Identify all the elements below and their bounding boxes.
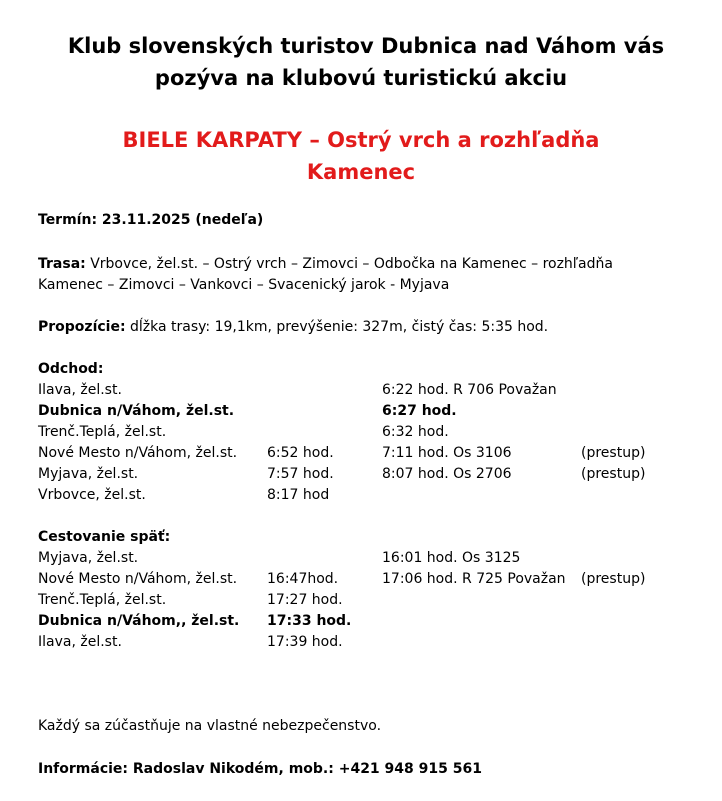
station-name: Ilava, žel.st. bbox=[38, 634, 122, 650]
arrival-time: 7:57 hod. bbox=[267, 466, 334, 482]
schedule-row bbox=[38, 464, 698, 485]
schedule-row bbox=[38, 485, 698, 506]
station-name: Myjava, žel.st. bbox=[38, 550, 139, 566]
station-name: Nové Mesto n/Váhom, žel.st. bbox=[38, 571, 238, 587]
station-name: Ilava, žel.st. bbox=[38, 382, 122, 398]
station-name: Myjava, žel.st. bbox=[38, 466, 139, 482]
return-table bbox=[38, 548, 698, 653]
schedule-row bbox=[38, 443, 698, 464]
connection-info: 6:32 hod. bbox=[382, 424, 449, 440]
connection-info: 8:07 hod. Os 2706 bbox=[382, 466, 512, 482]
station-name: Trenč.Teplá, žel.st. bbox=[38, 592, 167, 608]
schedule-row bbox=[38, 422, 698, 443]
station-name: Trenč.Teplá, žel.st. bbox=[38, 424, 167, 440]
station-name: Nové Mesto n/Váhom, žel.st. bbox=[38, 445, 238, 461]
return-section bbox=[38, 527, 698, 653]
route-line-2: Kamenec – Zimovci – Vankovci – Svacenický jarok - Myjava bbox=[38, 277, 450, 293]
header-line-2: pozýva na klubovú turistickú akciu bbox=[154, 66, 568, 90]
departure-section bbox=[38, 359, 698, 506]
schedule-row bbox=[38, 380, 698, 401]
arrival-time: 8:17 hod bbox=[267, 487, 330, 503]
arrival-time: 17:39 hod. bbox=[267, 634, 343, 650]
contact-info: Informácie: Radoslav Nikodém, mob.: +421 948 915 561 bbox=[38, 761, 482, 777]
schedule-row bbox=[38, 401, 698, 422]
schedule-row bbox=[38, 590, 698, 611]
connection-info: 6:22 hod. R 706 Považan bbox=[382, 382, 557, 398]
transfer-note: (prestup) bbox=[581, 445, 646, 461]
return-heading: Cestovanie späť: bbox=[38, 529, 171, 545]
event-title-line-1: BIELE KARPATY – Ostrý vrch a rozhľadňa bbox=[122, 128, 600, 152]
propositions bbox=[38, 317, 698, 338]
station-name: Dubnica n/Váhom,, žel.st. bbox=[38, 613, 240, 629]
route-line-1: Vrbovce, žel.st. – Ostrý vrch – Zimovci – Odbočka na Kamenec – rozhľadňa bbox=[90, 256, 613, 272]
schedule-row bbox=[38, 632, 698, 653]
connection-info: 17:06 hod. R 725 Považan bbox=[382, 571, 566, 587]
route bbox=[38, 254, 698, 296]
header-line-1: Klub slovenských turistov Dubnica nad Váhom vás bbox=[67, 34, 665, 58]
connection-info: 6:27 hod. bbox=[382, 403, 457, 419]
event-title-line-2: Kamenec bbox=[306, 160, 416, 184]
propositions-text: dĺžka trasy: 19,1km, prevýšenie: 327m, čistý čas: 5:35 hod. bbox=[130, 319, 549, 335]
arrival-time: 17:27 hod. bbox=[267, 592, 343, 608]
transfer-note: (prestup) bbox=[581, 571, 646, 587]
arrival-time: 6:52 hod. bbox=[267, 445, 334, 461]
arrival-time: 17:33 hod. bbox=[267, 613, 352, 629]
propositions-label: Propozície: bbox=[38, 319, 126, 335]
route-label: Trasa: bbox=[38, 256, 86, 272]
invitation-header bbox=[0, 30, 722, 94]
schedule-row bbox=[38, 611, 698, 632]
disclaimer: Každý sa zúčastňuje na vlastné nebezpečenstvo. bbox=[38, 718, 382, 734]
event-date: Termín: 23.11.2025 (nedeľa) bbox=[38, 212, 264, 228]
station-name: Dubnica n/Váhom, žel.st. bbox=[38, 403, 235, 419]
transfer-note: (prestup) bbox=[581, 466, 646, 482]
departure-heading: Odchod: bbox=[38, 361, 104, 377]
arrival-time: 16:47hod. bbox=[267, 571, 339, 587]
connection-info: 16:01 hod. Os 3125 bbox=[382, 550, 521, 566]
schedule-row bbox=[38, 548, 698, 569]
departure-table bbox=[38, 380, 698, 506]
event-title bbox=[0, 124, 722, 188]
connection-info: 7:11 hod. Os 3106 bbox=[382, 445, 512, 461]
schedule-row bbox=[38, 569, 698, 590]
station-name: Vrbovce, žel.st. bbox=[38, 487, 146, 503]
